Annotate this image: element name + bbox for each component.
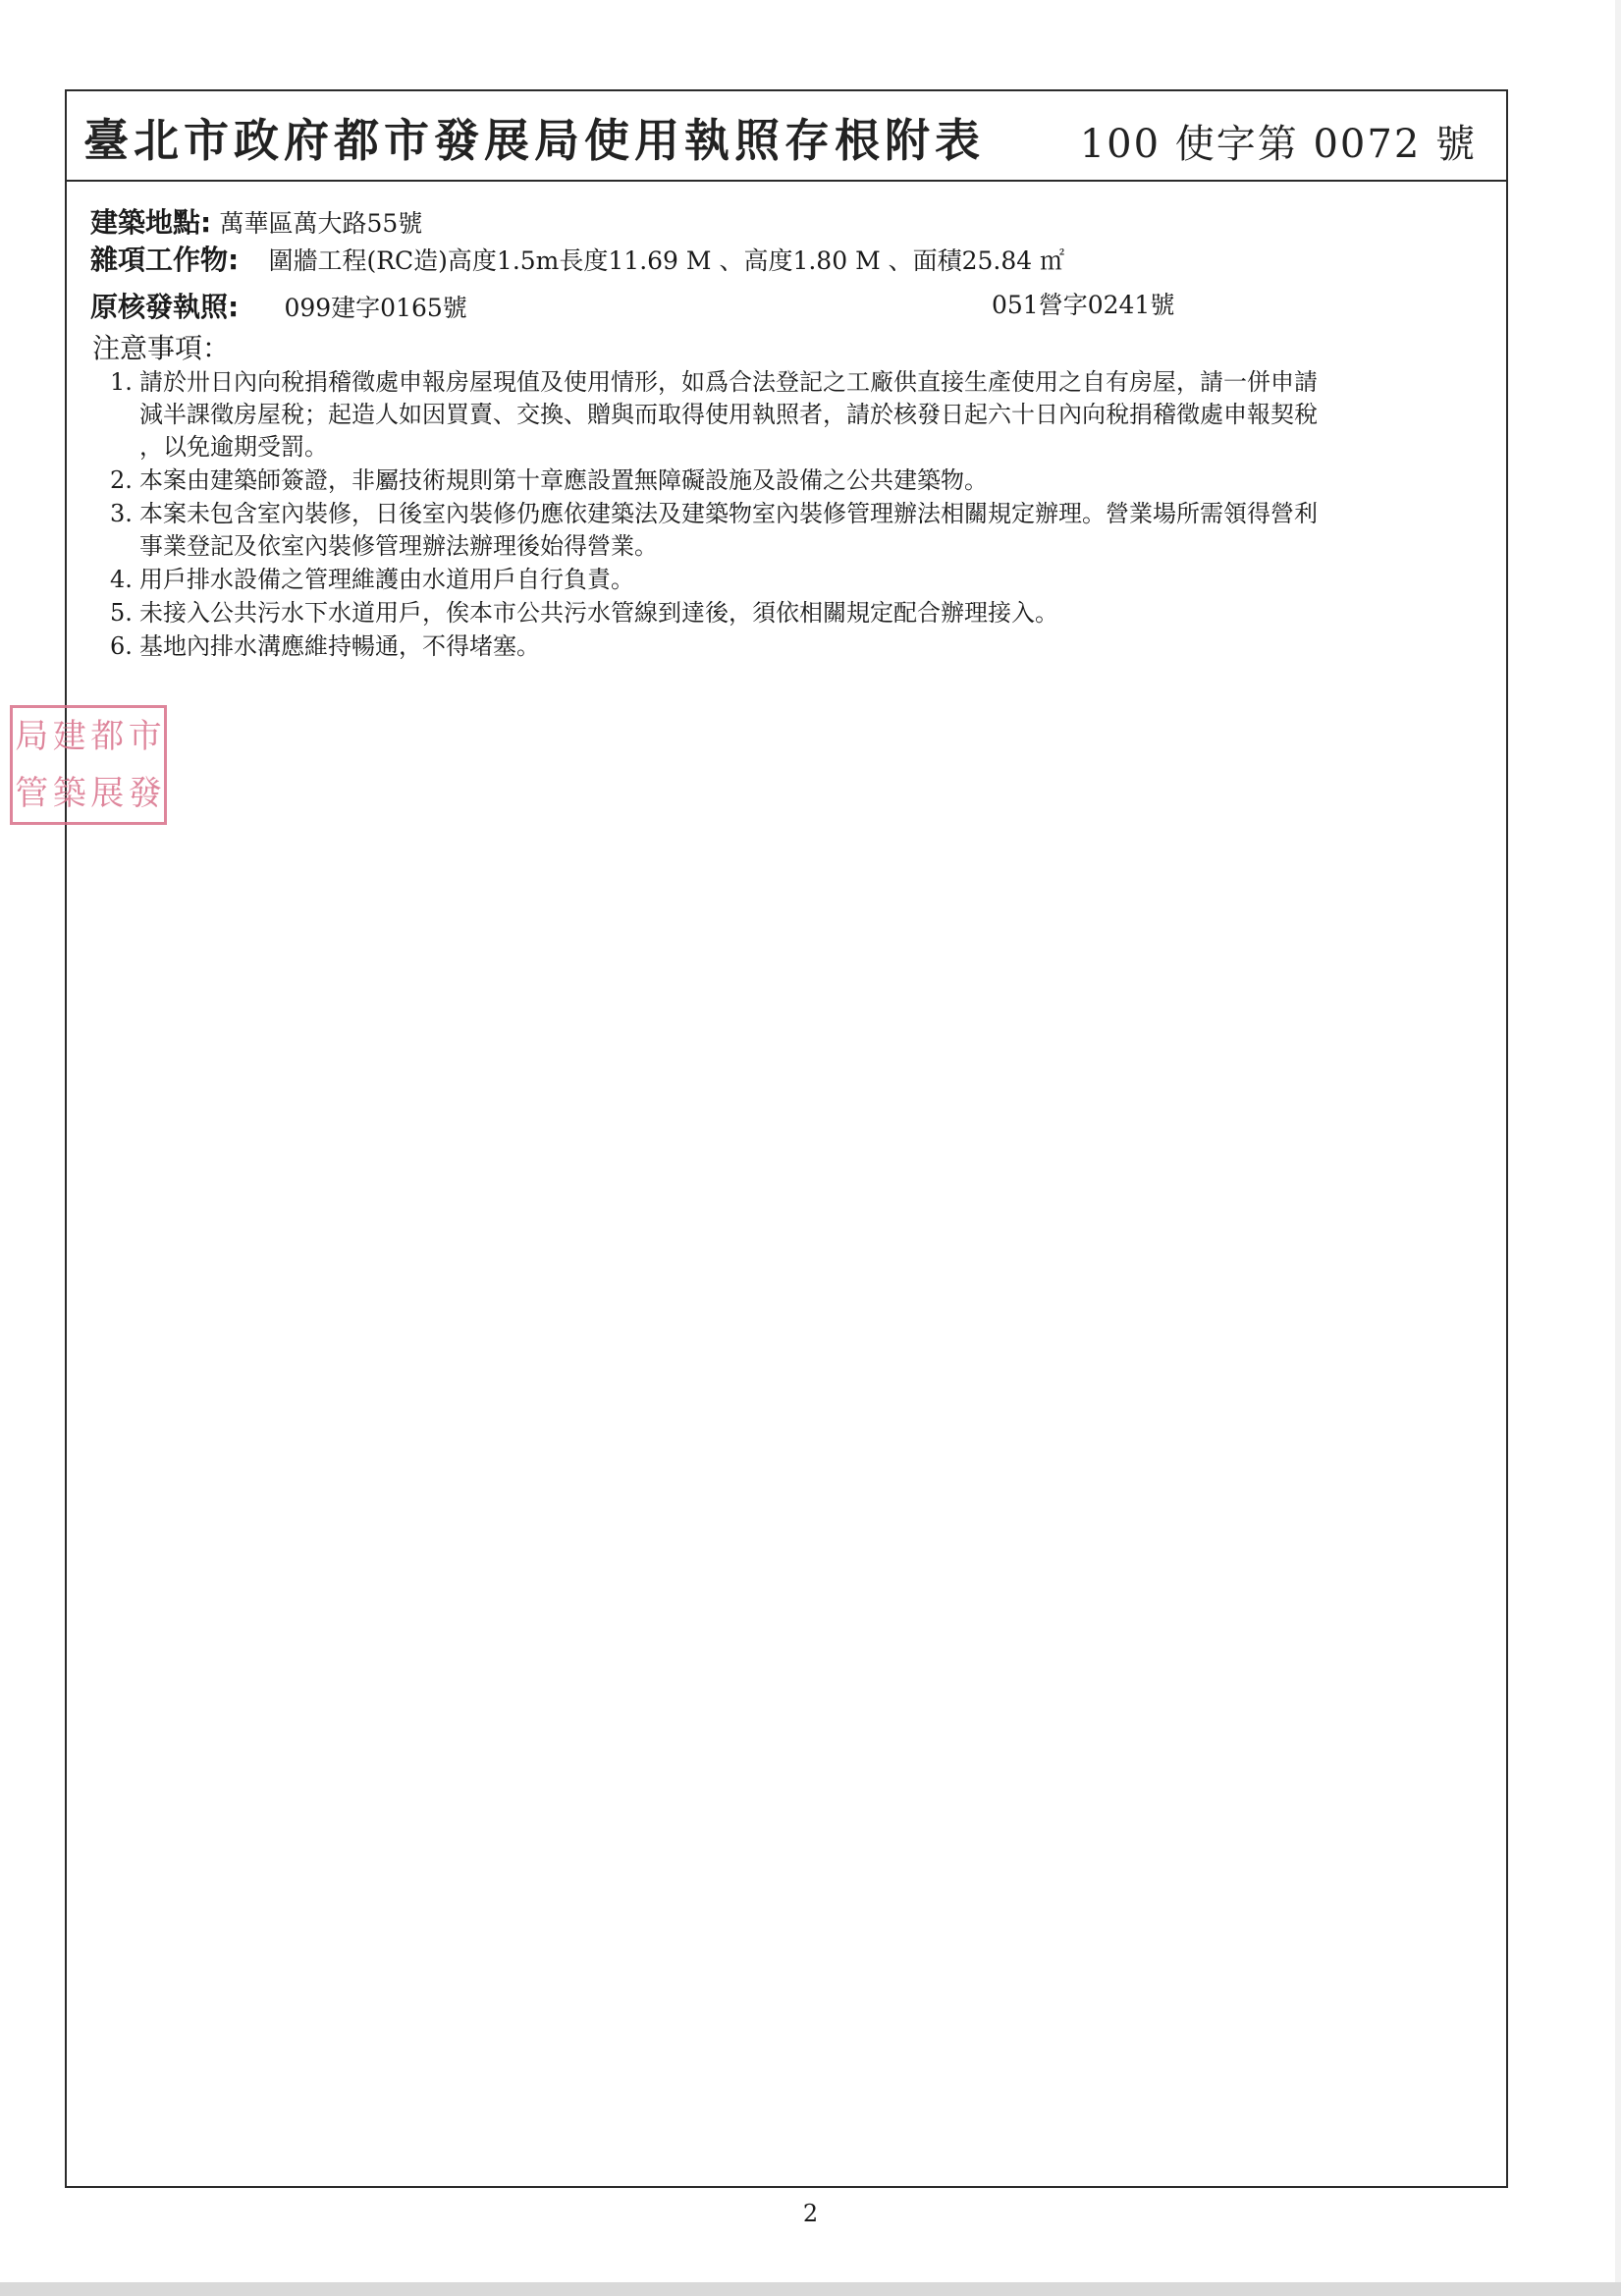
note-item xyxy=(110,498,1485,563)
notes-title: 注意事項： xyxy=(92,332,231,364)
seal-char: 管 xyxy=(15,774,49,813)
note-line: ，以免逾期受罰。 xyxy=(139,433,328,461)
note-line: 未接入公共污水下水道用戶，俟本市公共污水管線到達後，須依相關規定配合辦理接入。 xyxy=(139,599,1058,627)
document-title: 臺北市政府都市發展局使用執照存根附表 xyxy=(83,114,985,167)
seal-char: 發 xyxy=(128,774,162,813)
seal-char: 局 xyxy=(15,717,49,756)
seal-char: 市 xyxy=(128,717,162,756)
license-number: 100 使字第 0072 號 xyxy=(1079,122,1477,167)
note-number: 3. xyxy=(110,500,133,527)
title-bar xyxy=(67,91,1506,182)
note-number: 6. xyxy=(110,632,133,660)
note-line: 事業登記及依室內裝修管理辦法辦理後始得營業。 xyxy=(139,532,658,560)
note-line: 用戶排水設備之管理維護由水道用戶自行負責。 xyxy=(139,566,634,593)
page-number: 2 xyxy=(802,2200,819,2227)
seal-char: 展 xyxy=(90,774,125,813)
orig-license-label: 原核發執照: xyxy=(90,291,240,323)
site-label: 建築地點: xyxy=(90,206,212,239)
note-item xyxy=(110,564,1485,596)
note-number: 1. xyxy=(110,368,133,396)
note-item xyxy=(110,597,1485,629)
scan-edge xyxy=(1615,0,1621,2296)
note-line: 基地內排水溝應維持暢通，不得堵塞。 xyxy=(139,632,540,660)
seal-char: 建 xyxy=(52,717,86,756)
work-value: 圍牆工程(RC造)高度1.5m長度11.69 M 、高度1.80 M 、面積25.84 ㎡ xyxy=(268,246,1065,275)
scan-bottom-edge xyxy=(0,2282,1621,2296)
seal-char: 築 xyxy=(52,774,86,813)
site-row xyxy=(90,201,422,241)
note-item xyxy=(110,630,1485,663)
official-seal-stamp xyxy=(10,705,167,825)
note-number: 4. xyxy=(110,566,133,593)
site-value: 萬華區萬大路55號 xyxy=(219,209,423,238)
note-line: 本案由建築師簽證，非屬技術規則第十章應設置無障礙設施及設備之公共建築物。 xyxy=(139,466,988,494)
note-line: 減半課徵房屋稅；起造人如因買賣、交換、贈與而取得使用執照者，請於核發日起六十日內向稅捐稽徵處申報契稅 xyxy=(139,401,1318,428)
orig-license-value-1: 099建字0165號 xyxy=(284,294,467,322)
orig-license-row xyxy=(90,286,1175,325)
seal-char: 都 xyxy=(90,717,125,756)
note-number: 2. xyxy=(110,466,133,494)
note-line: 請於卅日內向稅捐稽徵處申報房屋現值及使用情形，如爲合法登記之工廠供直接生產使用之自有房屋，請一併申請 xyxy=(139,368,1318,396)
work-row xyxy=(90,239,1064,278)
notes-list xyxy=(110,366,1485,664)
note-item xyxy=(110,465,1485,497)
form-frame xyxy=(65,89,1508,2188)
note-item xyxy=(110,366,1485,464)
work-label: 雜項工作物: xyxy=(90,244,240,276)
note-number: 5. xyxy=(110,599,133,627)
note-line: 本案未包含室內裝修，日後室內裝修仍應依建築法及建築物室內裝修管理辦法相關規定辦理。營業場所需領得營利 xyxy=(139,500,1318,527)
orig-license-value-2: 051營字0241號 xyxy=(992,291,1175,319)
